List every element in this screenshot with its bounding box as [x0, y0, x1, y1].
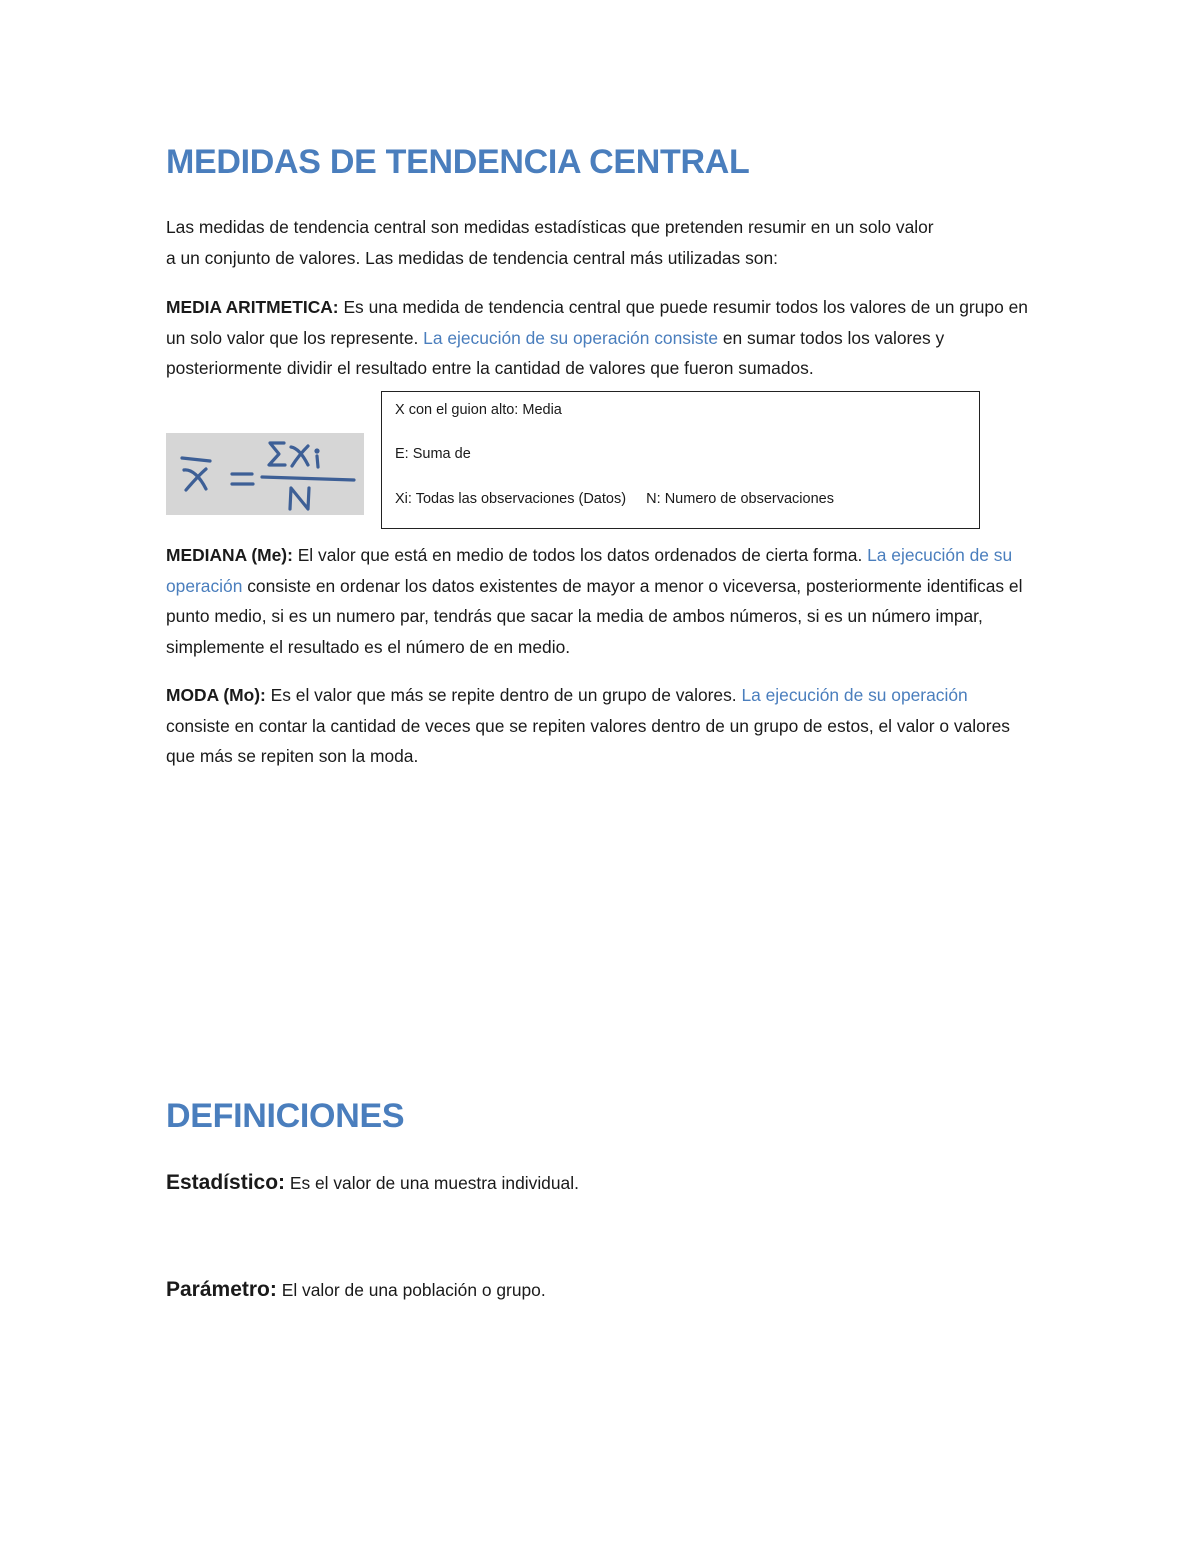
moda-text-1: Es el valor que más se repite dentro de un grupo de valores.: [265, 685, 742, 705]
mediana-label: MEDIANA (Me):: [166, 545, 293, 565]
media-highlight: La ejecución de su operación consiste: [423, 327, 719, 348]
section-title-definiciones: DEFINICIONES: [166, 1097, 405, 1135]
mediana-text-1: El valor que está en medio de todos los datos ordenados de cierta forma.: [292, 545, 868, 565]
parametro-text: El valor de una población o grupo.: [276, 1280, 546, 1300]
mediana-text-2: consiste en ordenar los datos existentes de mayor a menor o viceversa, posteriormente identificas el punto medio, si es un numero par, tendrás que sacar la media de ambos números, si es un número impar, simplemente el resultado es el número de en medio.: [166, 575, 1023, 657]
estadistico-term: Estadístico:: [166, 1171, 286, 1194]
formula-legend-box: [381, 391, 980, 529]
media-text-1: Es una medida de tendencia central que puede resumir todos los valores de un grupo en un solo valor que los represente.: [166, 297, 1028, 348]
mediana-highlight: La ejecución de su operación: [166, 545, 1013, 596]
moda-label: MODA (Mo):: [166, 685, 266, 705]
mediana-paragraph: [166, 540, 1036, 662]
moda-highlight: La ejecución de su operación: [741, 685, 968, 705]
handwritten-mean-formula-icon: [166, 433, 364, 515]
section-title-medidas: MEDIDAS DE TENDENCIA CENTRAL: [166, 143, 750, 181]
intro-line-1: Las medidas de tendencia central son medidas estadísticas que pretenden resumir en un solo valor: [166, 217, 934, 237]
legend-line-observaciones: Xi: Todas las observaciones (Datos) N: Numero de observaciones: [395, 491, 834, 507]
media-label: MEDIA ARITMETICA:: [166, 297, 339, 317]
intro-paragraph: [166, 212, 1036, 273]
media-text-2: en sumar todos los valores y posteriormente dividir el resultado entre la cantidad de valores que fueron sumados.: [166, 327, 945, 378]
media-paragraph: [166, 292, 1036, 384]
definition-estadistico: [166, 1171, 579, 1195]
definition-parametro: [166, 1278, 546, 1302]
moda-text-2: consiste en contar la cantidad de veces que se repiten valores dentro de un grupo de estos, el valor o valores que más se repiten son la moda.: [166, 715, 1010, 766]
legend-line-suma: E: Suma de: [395, 446, 471, 462]
intro-line-2: a un conjunto de valores. Las medidas de tendencia central más utilizadas son:: [166, 247, 778, 268]
legend-line-media: X con el guion alto: Media: [395, 402, 562, 418]
moda-paragraph: [166, 680, 1036, 772]
formula-image: [166, 433, 364, 515]
estadistico-text: Es el valor de una muestra individual.: [285, 1173, 579, 1193]
parametro-term: Parámetro:: [166, 1278, 277, 1301]
